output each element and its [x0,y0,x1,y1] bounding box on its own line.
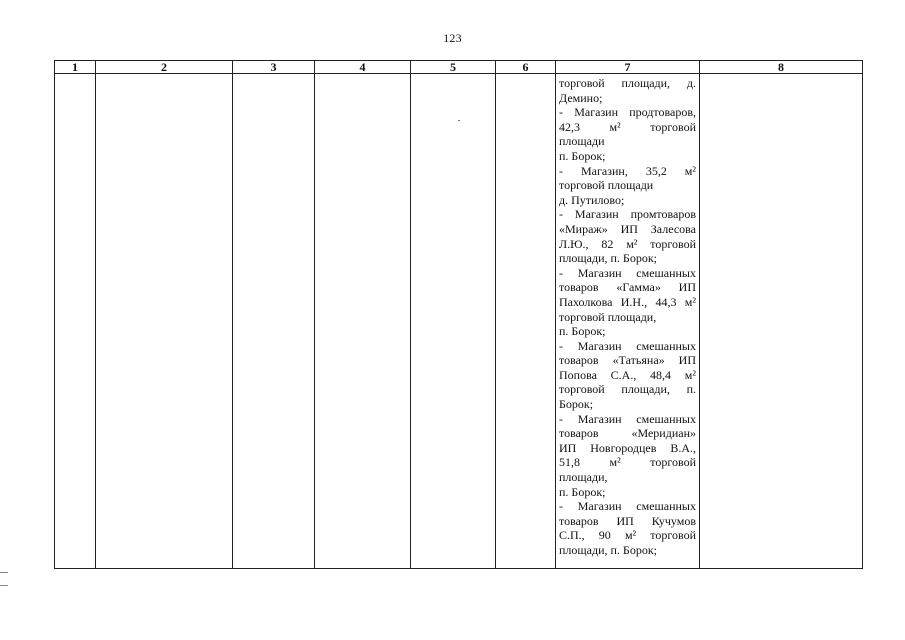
column-header-5: 5 [411,61,496,74]
column-header-1: 1 [55,61,96,74]
text-line: товаров «Гамма» ИП [559,280,696,295]
text-line: п. Борок; [559,324,606,339]
text-line: - Магазин, 35,2 м² [559,163,696,178]
text-line: товаров «Меридиан» [559,426,696,441]
text-line: 42,3 м² торговой [559,119,696,134]
text-line: торговой площади, д. [559,76,696,90]
column-header-2: 2 [96,61,233,74]
text-line: С.П., 90 м² торговой [559,528,696,543]
text-line: площади, п. Борок; [559,251,657,266]
text-line: площади [559,134,605,149]
text-line: торговой площади, п. [559,382,696,397]
column-header-3: 3 [233,61,315,74]
cell-col-4 [315,74,411,569]
text-line: п. Борок; [559,148,606,163]
cell-col-8 [700,74,863,569]
cell-col-3 [233,74,315,569]
text-line: Попова С.А., 48,4 м² [559,367,696,382]
text-line: - Магазин промтоваров [559,207,696,222]
text-line: ИП Новгородцев В.А., [559,440,696,455]
text-line: «Мираж» ИП Залесова [559,221,696,236]
document-table [54,60,863,569]
text-line: 51,8 м² торговой [559,455,696,470]
text-line: торговой площади, [559,309,657,324]
text-line: - Магазин смешанных [559,411,696,426]
text-line: площади, [559,470,608,485]
header-row [55,61,863,74]
cell-col-1 [55,74,96,569]
text-line: товаров ИП Кучумов [559,513,696,528]
page-number: 123 [443,31,462,45]
text-line: Демино; [559,90,603,105]
column-header-7: 7 [556,61,700,74]
scan-speck [458,120,460,121]
cell-col-2 [96,74,233,569]
column-header-8: 8 [700,61,863,74]
shop-list-text [556,74,699,566]
text-line: д. Путилово; [559,192,625,207]
text-line: - Магазин продтоваров, [559,105,696,120]
text-line: - Магазин смешанных [559,338,696,353]
text-line: п. Борок; [559,484,606,499]
margin-mark [0,585,8,586]
table-row [55,74,863,569]
text-line: площади, п. Борок; [559,543,657,557]
cell-col-7 [556,74,700,569]
text-line: - Магазин смешанных [559,265,696,280]
text-line: торговой площади [559,178,654,193]
text-line: Пахолкова И.Н., 44,3 м² [559,294,696,309]
cell-col-5 [411,74,496,569]
text-line: - Магазин смешанных [559,499,696,514]
text-line: Л.Ю., 82 м² торговой [559,236,696,251]
text-line: товаров «Татьяна» ИП [559,353,696,368]
column-header-6: 6 [496,61,556,74]
column-header-4: 4 [315,61,411,74]
text-line: Борок; [559,397,594,412]
margin-mark [0,572,8,573]
cell-col-6 [496,74,556,569]
